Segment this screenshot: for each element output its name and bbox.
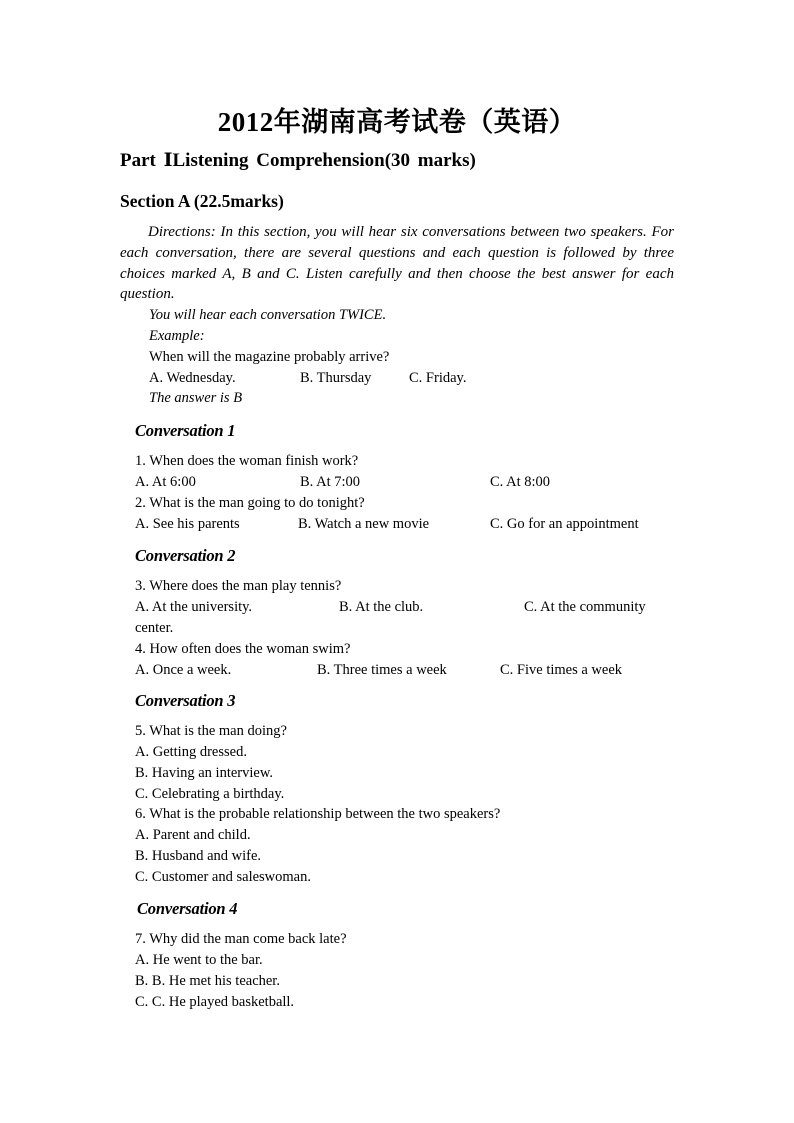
- directions-text: Directions: In this section, you will hear six conversations between two speakers. For each conversation, there are several questions and each question is followed by three choices marked A, B and C. Listen carefully and then choose the best answer for each question.: [120, 224, 674, 303]
- question-1-option-c: C. At 8:00: [490, 474, 551, 490]
- question-3-option-a: A. At the university.: [135, 599, 253, 615]
- page-title: 2012年湖南高考试卷（英语）: [217, 107, 577, 137]
- directions-paragraph: [120, 222, 674, 305]
- conversation-3-heading: Conversation 3: [135, 691, 236, 710]
- question-7: 7. Why did the man come back late?: [135, 931, 347, 947]
- question-1-option-b: B. At 7:00: [300, 474, 361, 490]
- conversation-4-heading: Conversation 4: [137, 899, 238, 918]
- question-5-option-b: B. Having an interview.: [135, 765, 273, 781]
- question-3-option-c-wrap: center.: [135, 620, 174, 636]
- question-3-option-c: C. At the community: [524, 599, 646, 615]
- conversation-2-heading: Conversation 2: [135, 546, 236, 565]
- question-6: 6. What is the probable relationship between the two speakers?: [135, 806, 501, 822]
- question-5: 5. What is the man doing?: [135, 723, 287, 739]
- question-6-option-b: B. Husband and wife.: [135, 848, 262, 864]
- question-2-option-a: A. See his parents: [135, 516, 240, 532]
- question-3: 3. Where does the man play tennis?: [135, 578, 342, 594]
- question-4-option-b: B. Three times a week: [317, 662, 447, 678]
- question-2-option-b: B. Watch a new movie: [298, 516, 430, 532]
- question-1: 1. When does the woman finish work?: [135, 453, 359, 469]
- question-4-option-a: A. Once a week.: [135, 662, 232, 678]
- question-7-option-c: C. C. He played basketball.: [135, 994, 295, 1010]
- question-5-option-c: C. Celebrating a birthday.: [135, 786, 285, 802]
- conversation-1-heading: Conversation 1: [135, 421, 236, 440]
- question-7-option-a: A. He went to the bar.: [135, 952, 263, 968]
- example-option-a: A. Wednesday.: [149, 370, 236, 386]
- example-option-c: C. Friday.: [409, 370, 467, 386]
- part-heading: Part ⅠListening Comprehension(30 marks): [120, 150, 476, 171]
- question-6-option-a: A. Parent and child.: [135, 827, 251, 843]
- question-2-option-c: C. Go for an appointment: [490, 516, 639, 532]
- example-answer: The answer is B: [149, 390, 243, 406]
- question-4: 4. How often does the woman swim?: [135, 641, 351, 657]
- question-2: 2. What is the man going to do tonight?: [135, 495, 365, 511]
- example-option-b: B. Thursday: [300, 370, 372, 386]
- twice-note: You will hear each conversation TWICE.: [149, 307, 387, 323]
- question-3-option-b: B. At the club.: [339, 599, 424, 615]
- question-1-option-a: A. At 6:00: [135, 474, 196, 490]
- question-4-option-c: C. Five times a week: [500, 662, 623, 678]
- question-7-option-b: B. B. He met his teacher.: [135, 973, 280, 989]
- question-6-option-c: C. Customer and saleswoman.: [135, 869, 311, 885]
- example-label: Example:: [149, 328, 205, 344]
- section-heading: Section A (22.5marks): [120, 191, 284, 211]
- question-5-option-a: A. Getting dressed.: [135, 744, 247, 760]
- example-question: When will the magazine probably arrive?: [149, 349, 390, 365]
